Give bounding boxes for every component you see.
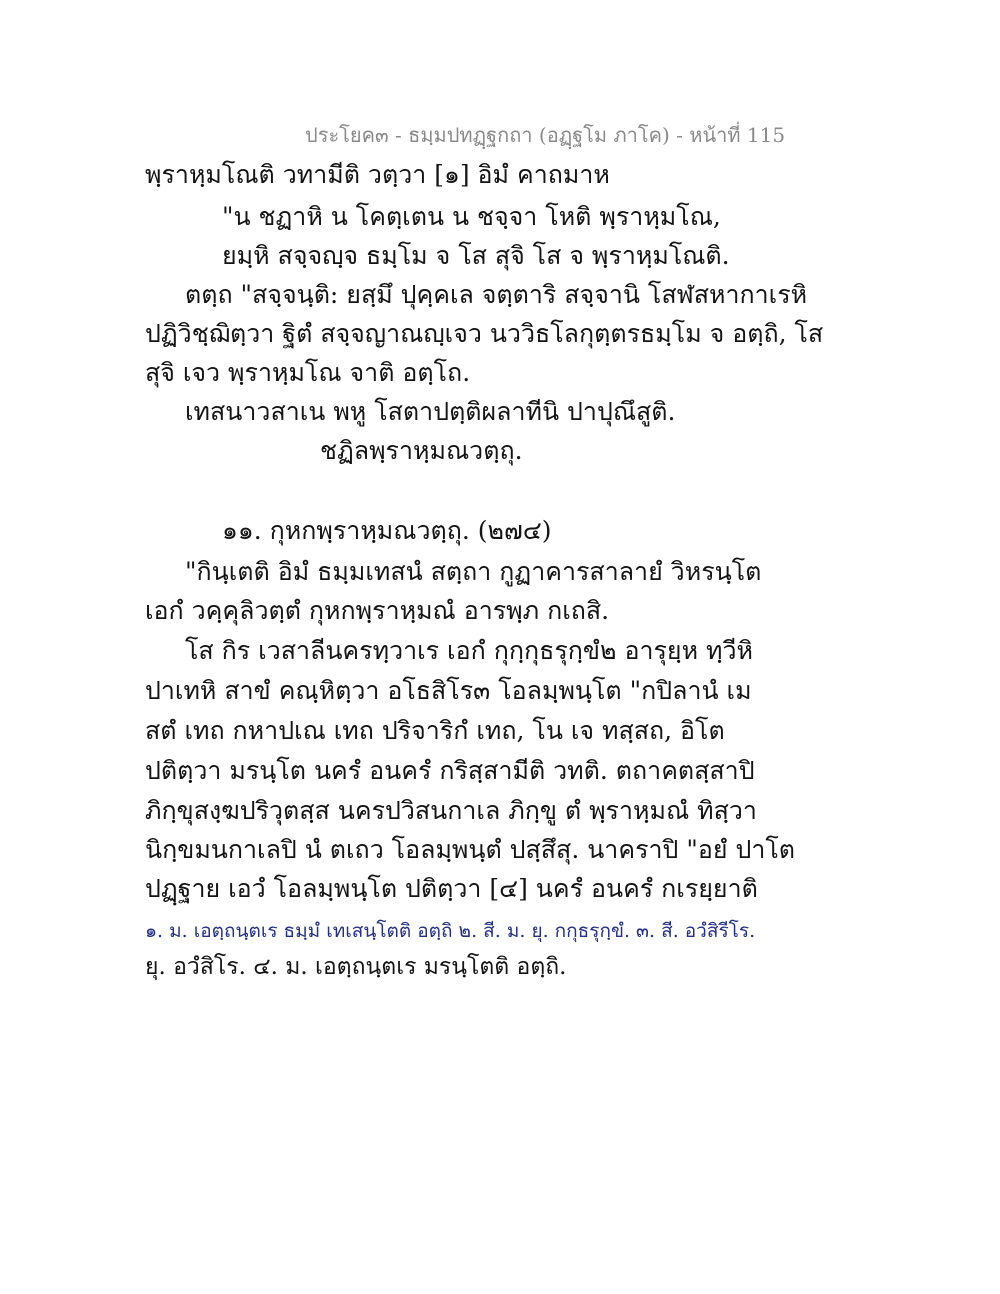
text-line: สุจิ เจว พฺราหฺมโณ จาติ อตฺโถ.: [145, 358, 471, 387]
text-line: "กินฺเตติ อิมํ ธมฺมเทสนํ สตฺถา กูฏาคารสาลายํ วิหรนฺโต: [185, 557, 762, 586]
text-line: ปฏิวิชฺฌิตฺวา ฐิตํ สจฺจญาณญฺเจว นววิธโลกุตฺตรธมฺโม จ อตฺถิ, โส: [145, 319, 824, 348]
text-line: ปติตฺวา มรนฺโต นครํ อนครํ กริสฺสามีติ วทติ. ตถาคตสฺสาปิ: [145, 756, 755, 785]
verse-line: ยมฺหิ สจฺจญฺจ ธมฺโม จ โส สุจิ โส จ พฺราหฺมโณติ.: [222, 241, 730, 270]
text-line: พฺราหฺมโณติ วทามีติ วตฺวา [๑] อิมํ คาถมาห: [145, 160, 610, 189]
text-line: สตํ เทถ กหาปเณ เทถ ปริจาริกํ เทถ, โน เจ ทสฺสถ, อิโต: [145, 716, 725, 745]
text-line: ปฏฺฐาย เอวํ โอลมฺพนฺโต ปติตฺวา [๔] นครํ อนครํ กเรยฺยาติ: [145, 874, 758, 903]
footnote-line: ๑. ม. เอตฺถนฺตเร ธมฺมํ เทเสนฺโตติ อตฺถิ ๒. สี. ม. ยุ. กกุธรุกฺขํ. ๓. สี. อวํสิรีโร.: [145, 920, 756, 942]
text-line: โส กิร เวสาลีนครทฺวาเร เอกํ กุกฺกุธรุกฺขํ๒ อารุยฺห ทฺวีหิ: [185, 636, 754, 665]
page-header: ประโยค๓ - ธมฺมปทฏฺฐกถา (อฏฺฐโม ภาโค) - หน้าที่ 115: [305, 123, 786, 147]
text-line: นิกฺขมนกาเลปิ นํ ตเถว โอลมฺพนฺตํ ปสฺสึสุ. นาคราปิ "อยํ ปาโต: [145, 835, 796, 864]
text-line: ตตฺถ "สจฺจนฺติ: ยสฺมึ ปุคฺคเล จตฺตาริ สจฺจานิ โสฬสหากาเรหิ: [185, 280, 808, 309]
section-title: ๑๑. กุหกพฺราหฺมณวตฺถุ. (๒๗๔): [222, 516, 552, 545]
footnote-line: ยุ. อวํสิโร. ๔. ม. เอตฺถนฺตเร มรนฺโตติ อตฺถิ.: [145, 954, 567, 980]
text-line: เทสนาวสาเน พหู โสตาปตฺติผลาทีนิ ปาปุณึสูติ.: [185, 397, 676, 426]
text-line: ปาเทหิ สาขํ คณฺหิตฺวา อโธสิโร๓ โอลมฺพนฺโต "กปิลานํ เม: [145, 676, 752, 705]
verse-line: "น ชฏาหิ น โคตฺเตน น ชจฺจา โหติ พฺราหฺมโณ,: [222, 202, 721, 231]
text-line: ภิกฺขุสงฺฆปริวุตสฺส นครปวิสนกาเล ภิกฺขู ตํ พฺราหฺมณํ ทิสฺวา: [145, 796, 757, 825]
text-line: เอกํ วคฺคุลิวตฺตํ กุหกพฺราหฺมณํ อารพฺภ กเถสิ.: [145, 596, 610, 625]
section-end-title: ชฏิลพฺราหฺมณวตฺถุ.: [320, 436, 523, 465]
